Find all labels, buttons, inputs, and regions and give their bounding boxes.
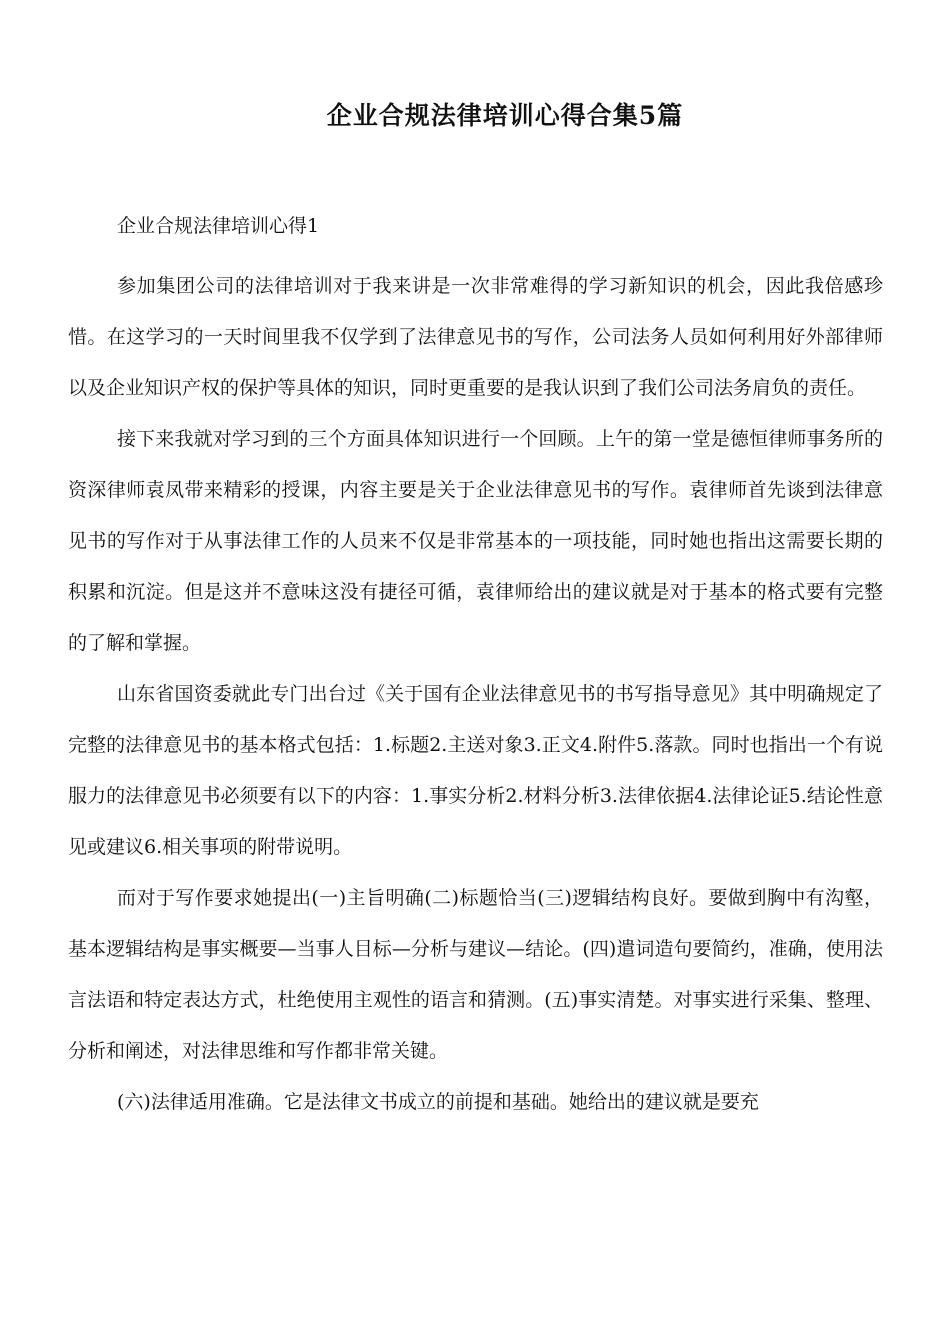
- paragraph: 接下来我就对学习到的三个方面具体知识进行一个回顾。上午的第一堂是德恒律师事务所的资深律师袁凤带来精彩的授课，内容主要是关于企业法律意见书的写作。袁律师首先谈到法律意见书的写作对于从事法律工作的人员来不仅是非常基本的一项技能，同时她也指出这需要长期的积累和沉淀。但是这并不意味这没有捷径可循，袁律师给出的建议就是对于基本的格式要有完整的了解和掌握。: [68, 428, 883, 654]
- section-heading: 企业合规法律培训心得1: [117, 215, 320, 237]
- paragraph: 山东省国资委就此专门出台过《关于国有企业法律意见书的书写指导意见》其中明确规定了完整的法律意见书的基本格式包括：1.标题2.主送对象3.正文4.附件5.落款。同时也指出一个有说服力的法律意见书必须要有以下的内容：1.事实分析2.材料分析3.法律依据4.法律论证5.结论性意见或建议6.相关事项的附带说明。: [68, 683, 883, 858]
- paragraph: 而对于写作要求她提出(一)主旨明确(二)标题恰当(三)逻辑结构良好。要做到胸中有沟壑，基本逻辑结构是事实概要—当事人目标—分析与建议—结论。(四)遣词造句要简约，准确，使用法言法语和特定表达方式，杜绝使用主观性的语言和猜测。(五)事实清楚。对事实进行采集、整理、分析和阐述，对法律思维和写作都非常关键。: [68, 887, 883, 1062]
- document-title: 企业合规法律培训心得合集5篇: [326, 101, 684, 130]
- paragraph: (六)法律适用准确。它是法律文书成立的前提和基础。她给出的建议就是要充: [117, 1091, 759, 1113]
- paragraph: 参加集团公司的法律培训对于我来讲是一次非常难得的学习新知识的机会，因此我倍感珍惜。在这学习的一天时间里我不仅学到了法律意见书的写作，公司法务人员如何利用好外部律师以及企业知识产权的保护等具体的知识，同时更重要的是我认识到了我们公司法务肩负的责任。: [68, 275, 883, 399]
- document-body: [68, 261, 883, 1128]
